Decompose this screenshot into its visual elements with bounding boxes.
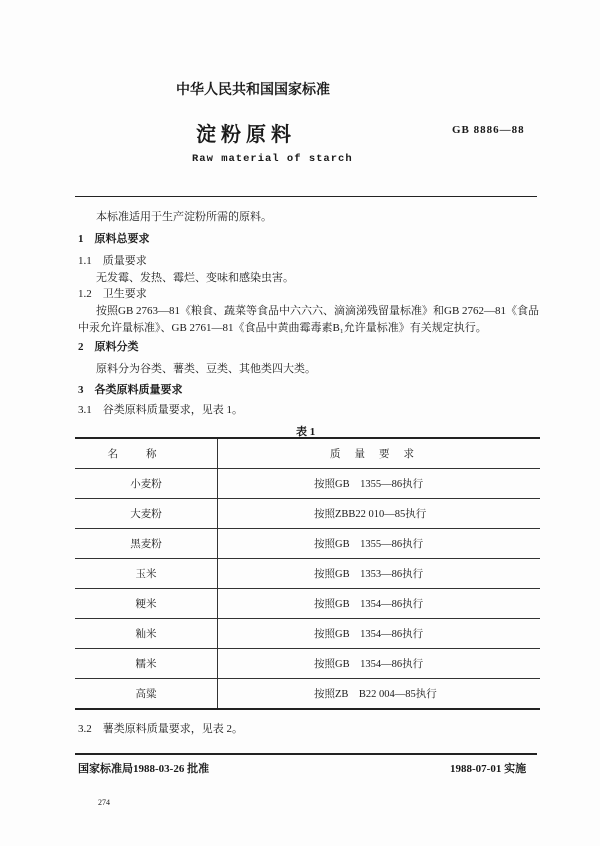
section-1-2-text-cont: 中汞允许量标准》、GB 2761—81《食品中黄曲霉毒素B₁允许量标准》有关规定执行。	[78, 322, 487, 334]
section-1-1-heading: 1.1 质量要求	[78, 255, 147, 267]
name-cell: 黑麦粉	[75, 529, 218, 559]
table-row	[75, 559, 540, 589]
quality-cell: 按照ZBB22 010—85执行	[218, 499, 541, 529]
table-row	[75, 619, 540, 649]
page-number: 274	[98, 798, 110, 807]
quality-cell: 按照GB 1355—86执行	[218, 469, 541, 499]
table-row	[75, 529, 540, 559]
section-1-heading: 1 原料总要求	[78, 233, 150, 245]
issuing-org: 中华人民共和国国家标准	[176, 83, 330, 98]
section-1-2-text: 按照GB 2763—81《粮食、蔬菜等食品中六六六、滴滴涕残留量标准》和GB 2762—81《食品	[96, 305, 540, 317]
section-3-heading: 3 各类原料质量要求	[78, 384, 183, 396]
standard-code: GB 8886—88	[452, 124, 525, 136]
quality-cell: 按照GB 1355—86执行	[218, 529, 541, 559]
name-cell: 糯米	[75, 649, 218, 679]
table-caption: 表 1	[296, 426, 316, 438]
quality-cell: 按照GB 1354—86执行	[218, 649, 541, 679]
name-cell: 玉米	[75, 559, 218, 589]
intro-text: 本标准适用于生产淀粉所需的原料。	[96, 211, 272, 223]
table-row	[75, 679, 540, 710]
quality-cell: 按照GB 1353—86执行	[218, 559, 541, 589]
name-cell: 粳米	[75, 589, 218, 619]
table-row	[75, 649, 540, 679]
section-1-1-text: 无发霉、发热、霉烂、变味和感染虫害。	[96, 272, 294, 284]
section-2-heading: 2 原料分类	[78, 341, 139, 353]
name-cell: 小麦粉	[75, 469, 218, 499]
title-english: Raw material of starch	[192, 153, 353, 165]
quality-cell: 按照GB 1354—86执行	[218, 619, 541, 649]
doc-title: 淀 粉 原 料	[196, 124, 291, 146]
effective-date: 1988-07-01 实施	[450, 763, 527, 775]
section-3-2-text: 3.2 薯类原料质量要求，见表 2。	[78, 723, 243, 735]
table-row	[75, 499, 540, 529]
name-cell: 籼米	[75, 619, 218, 649]
approval-date: 国家标准局1988-03-26 批准	[78, 763, 210, 775]
section-2-text: 原料分为谷类、薯类、豆类、其他类四大类。	[96, 363, 316, 375]
table-1	[75, 437, 540, 710]
section-1-2-heading: 1.2 卫生要求	[78, 288, 147, 300]
quality-cell: 按照GB 1354—86执行	[218, 589, 541, 619]
name-cell: 高粱	[75, 679, 218, 710]
section-3-1-text: 3.1 谷类原料质量要求，见表 1。	[78, 404, 243, 416]
name-cell: 大麦粉	[75, 499, 218, 529]
table-row	[75, 589, 540, 619]
column-header-name: 名称	[75, 438, 218, 469]
column-header-quality: 质量要求	[218, 438, 541, 469]
table-row	[75, 469, 540, 499]
quality-cell: 按照ZB B22 004—85执行	[218, 679, 541, 710]
